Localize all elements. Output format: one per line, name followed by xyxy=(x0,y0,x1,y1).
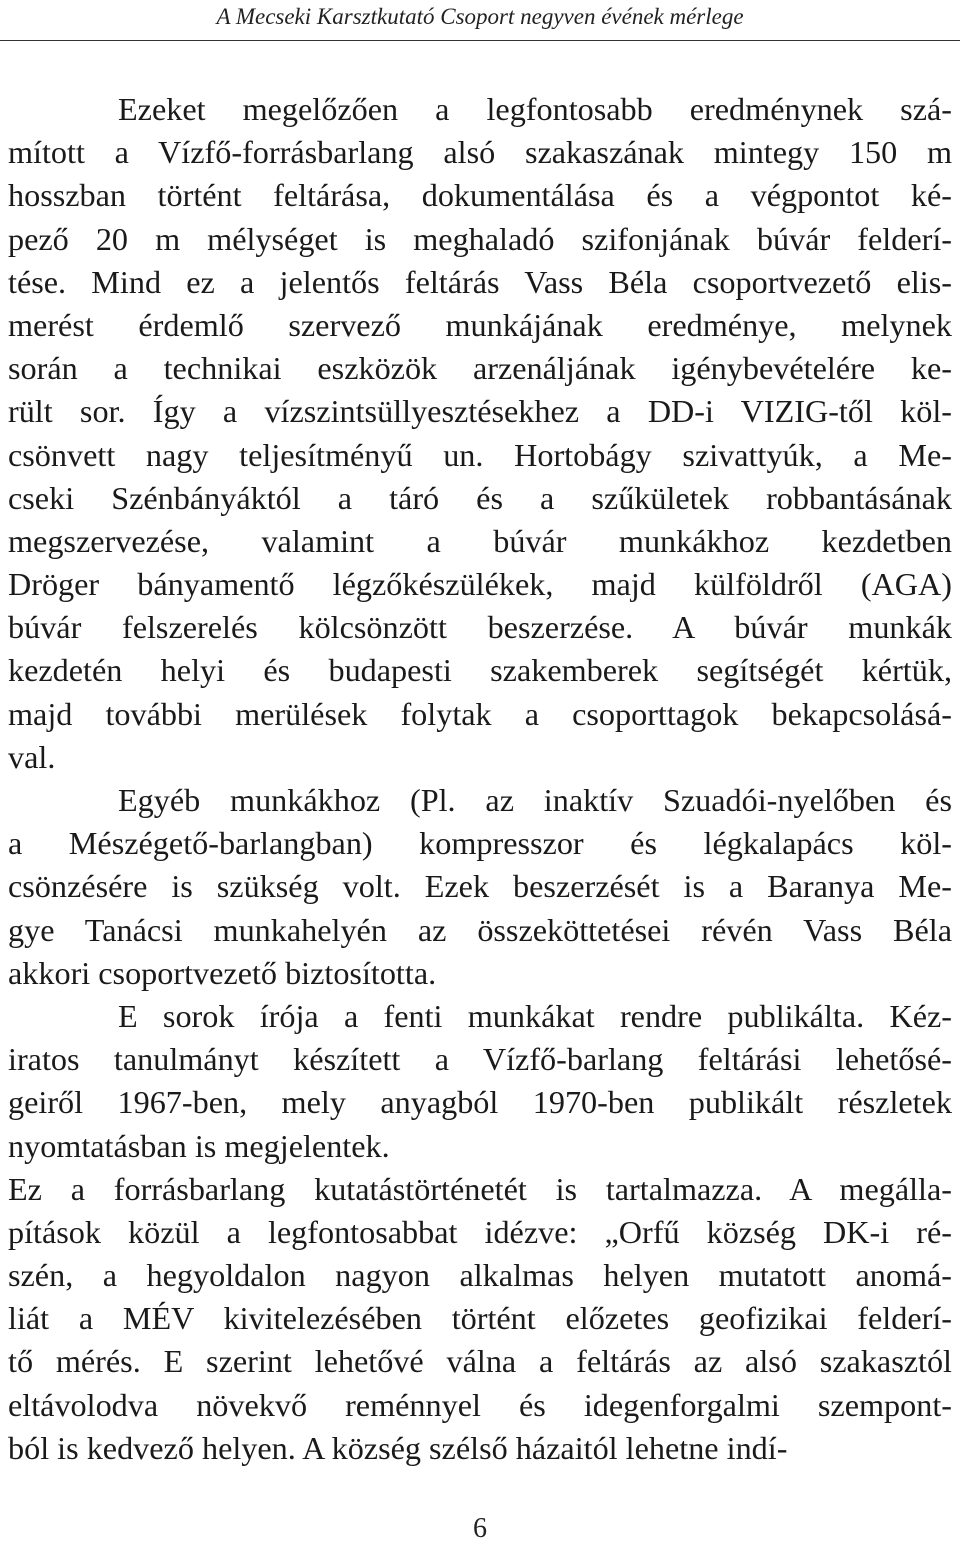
paragraph xyxy=(8,1168,952,1470)
text-line: val. xyxy=(8,738,56,775)
text-line: Ezeket megelőzően a legfontosabb eredménynek szá- xyxy=(118,91,952,127)
text-line: csönvett nagy teljesítményű un. Hortobágy szivattyúk, a Me- xyxy=(8,436,952,473)
text-line: E sorok írója a fenti munkákat rendre publikálta. Kéz- xyxy=(118,997,952,1034)
text-line: során a technikai eszközök arzenáljának igénybevételére ke- xyxy=(8,350,952,387)
text-line: cseki Szénbányáktól a táró és a szűkületek robbantásának xyxy=(8,479,952,516)
text-line: rült sor. Így a vízszintsüllyesztésekhez a DD-i VIZIG-től köl- xyxy=(8,393,952,430)
text-line: iratos tanulmányt készített a Vízfő-barlang feltárási lehetősé- xyxy=(8,1041,952,1078)
page-body xyxy=(8,88,952,1470)
paragraph xyxy=(8,995,952,1168)
text-line: búvár felszerelés kölcsönzött beszerzése. A búvár munkák xyxy=(8,609,952,646)
text-line: kezdetén helyi és budapesti szakemberek segítségét kértük, xyxy=(8,652,952,689)
text-line: tő mérés. E szerint lehetővé válna a feltárás az alsó szakasztól xyxy=(8,1343,952,1380)
text-line: majd további merülések folytak a csoporttagok bekapcsolásá- xyxy=(8,695,952,732)
text-line: szén, a hegyoldalon nagyon alkalmas helyen mutatott anomá- xyxy=(8,1257,952,1294)
text-line: geiről 1967-ben, mely anyagból 1970-ben publikált részletek xyxy=(8,1084,952,1121)
text-line: nyomtatásban is megjelentek. xyxy=(8,1127,390,1164)
running-title: A Mecseki Karsztkutató Csoport negyven évének mérlege xyxy=(216,4,744,29)
text-line: ból is kedvező helyen. A község szélső házaitól lehetne indí- xyxy=(8,1429,788,1466)
text-line: liát a MÉV kivitelezésében történt előzetes geofizikai felderí- xyxy=(8,1300,952,1337)
text-line: tése. Mind ez a jelentős feltárás Vass Béla csoportvezető elis- xyxy=(8,263,952,300)
text-line: Egyéb munkákhoz (Pl. az inaktív Szuadói-nyelőben és xyxy=(118,782,952,818)
text-line: pítások közül a legfontosabbat idézve: „Orfű község DK-i ré- xyxy=(8,1213,952,1250)
text-line: hosszban történt feltárása, dokumentálása és a végpontot ké- xyxy=(8,177,952,214)
text-line: Ez a forrásbarlang kutatástörténetét is tartalmazza. A megálla- xyxy=(8,1170,952,1207)
page-number: 6 xyxy=(473,1513,487,1544)
text-line: pező 20 m mélységet is meghaladó szifonjának búvár felderí- xyxy=(8,220,952,257)
text-line: csönzésére is szükség volt. Ezek beszerzését is a Baranya Me- xyxy=(8,868,952,905)
text-line: akkori csoportvezető biztosította. xyxy=(8,954,437,991)
paragraph xyxy=(8,779,952,995)
paragraph xyxy=(8,88,952,779)
header-rule xyxy=(0,40,960,41)
text-line: merést érdemlő szervező munkájának eredménye, melynek xyxy=(8,306,952,343)
running-header xyxy=(0,0,960,38)
text-line: mított a Vízfő-forrásbarlang alsó szakaszának mintegy 150 m xyxy=(8,134,952,171)
text-line: Dröger bányamentő légzőkészülékek, majd külföldről (AGA) xyxy=(8,566,952,603)
text-line: gye Tanácsi munkahelyén az összeköttetései révén Vass Béla xyxy=(8,911,952,948)
text-line: eltávolodva növekvő reménnyel és idegenforgalmi szempont- xyxy=(8,1386,952,1423)
text-line: megszervezése, valamint a búvár munkákhoz kezdetben xyxy=(8,522,952,559)
text-line: a Mészégető-barlangban) kompresszor és légkalapács köl- xyxy=(8,825,952,862)
